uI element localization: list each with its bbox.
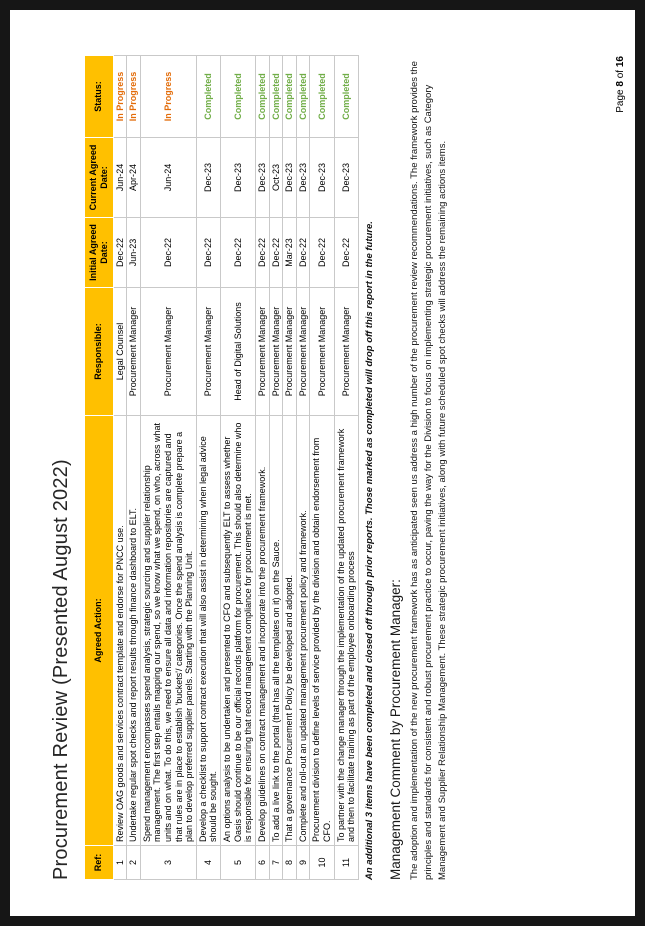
responsible-cell: Procurement Manager bbox=[269, 288, 283, 416]
total-page-number: 16 bbox=[615, 56, 626, 68]
initial-date-cell: Mar-23 bbox=[283, 218, 297, 288]
table-row bbox=[127, 56, 141, 880]
current-date-cell: Apr-24 bbox=[127, 138, 141, 218]
additional-items-note: An additional 3 items have been completed and closed off through prior reports. Those marked as completed will drop off this report in the future. bbox=[363, 221, 375, 880]
table-row bbox=[221, 56, 256, 880]
status-cell: Completed bbox=[310, 56, 334, 138]
action-cell: Undertake regular spot checks and report results through finance dashboard to ELT. bbox=[127, 416, 141, 846]
action-cell: An options analysis to be undertaken and presented to CFO and subsequently ELT to assess whether Oasis should continue to be our official records platform for procurement. This should also determine who is responsible for ensuring that record management compliance for procurement is met. bbox=[221, 416, 256, 846]
status-cell: In Progress bbox=[140, 56, 196, 138]
ref-cell: 4 bbox=[196, 846, 220, 880]
column-header-status: Status: bbox=[85, 56, 114, 138]
action-cell: Procurement division to define levels of service provided by the division and obtain endorsement from CFO. bbox=[310, 416, 334, 846]
current-date-cell: Dec-23 bbox=[334, 138, 358, 218]
status-cell: Completed bbox=[334, 56, 358, 138]
action-cell: Review OAG goods and services contract template and endorse for PNCC use. bbox=[113, 416, 127, 846]
table-row bbox=[196, 56, 220, 880]
ref-cell: 11 bbox=[334, 846, 358, 880]
initial-date-cell: Dec-22 bbox=[140, 218, 196, 288]
initial-date-cell: Dec-22 bbox=[113, 218, 127, 288]
responsible-cell: Procurement Manager bbox=[255, 288, 269, 416]
page-number bbox=[615, 56, 626, 113]
document-page bbox=[10, 10, 635, 916]
responsible-cell: Procurement Manager bbox=[296, 288, 310, 416]
table-row bbox=[113, 56, 127, 880]
current-date-cell: Jun-24 bbox=[113, 138, 127, 218]
status-cell: In Progress bbox=[127, 56, 141, 138]
ref-cell: 2 bbox=[127, 846, 141, 880]
action-cell: Complete and roll-out an updated management procurement policy and framework. bbox=[296, 416, 310, 846]
responsible-cell: Procurement Manager bbox=[196, 288, 220, 416]
current-page-number: 8 bbox=[615, 81, 626, 87]
responsible-cell: Procurement Manager bbox=[127, 288, 141, 416]
table-row bbox=[283, 56, 297, 880]
action-cell: Develop guidelines on contract management and incorporate into the procurement framework. bbox=[255, 416, 269, 846]
action-cell: To add a live link to the portal (that has all the templates on it) on the Sauce. bbox=[269, 416, 283, 846]
action-cell: Spend management encompasses spend analysis, strategic sourcing and supplier relationship management. The first step entails mapping our spend, so we know what we spend, on who, across what units and on what. To do this, we need to ensure all data and information repositories are captured and that rules are in place to establish 'buckets'/ categories. Once the spend analysis is complete prepare a plan to develop preferred supplier panels. Starting with the Planning Unit. bbox=[140, 416, 196, 846]
current-date-cell: Dec-23 bbox=[255, 138, 269, 218]
table-row bbox=[334, 56, 358, 880]
ref-cell: 5 bbox=[221, 846, 256, 880]
initial-date-cell: Dec-22 bbox=[255, 218, 269, 288]
status-cell: Completed bbox=[255, 56, 269, 138]
status-cell: Completed bbox=[283, 56, 297, 138]
procurement-review-table bbox=[84, 55, 359, 880]
responsible-cell: Procurement Manager bbox=[334, 288, 358, 416]
current-date-cell: Dec-23 bbox=[310, 138, 334, 218]
management-comment-body: The adoption and implementation of the new procurement framework has as anticipated seen us address a high number of the procurement review recommendations. The framework provides the principles and standards for consistent and robust procurement practice to occur, paving the way for the Division to focus on implementing strategic procurement initiatives, such as Category Management and Supplier Relationship Management. These strategic procurement initiatives, along with future scheduled spot checks will address the remaining actions items. bbox=[408, 61, 449, 880]
table-row bbox=[140, 56, 196, 880]
initial-date-cell: Dec-22 bbox=[334, 218, 358, 288]
column-header-agreed-action: Agreed Action: bbox=[85, 416, 114, 846]
ref-cell: 6 bbox=[255, 846, 269, 880]
ref-cell: 1 bbox=[113, 846, 127, 880]
status-cell: Completed bbox=[221, 56, 256, 138]
table-row bbox=[296, 56, 310, 880]
page-title: Procurement Review (Presented August 2022) bbox=[50, 459, 72, 880]
initial-date-cell: Dec-22 bbox=[269, 218, 283, 288]
current-date-cell: Dec-23 bbox=[221, 138, 256, 218]
page-label: Page bbox=[615, 86, 626, 113]
status-cell: Completed bbox=[269, 56, 283, 138]
column-header-responsible: Responsible: bbox=[85, 288, 114, 416]
table-header-row bbox=[85, 56, 114, 880]
initial-date-cell: Dec-22 bbox=[196, 218, 220, 288]
current-date-cell: Dec-23 bbox=[196, 138, 220, 218]
current-date-cell: Jun-24 bbox=[140, 138, 196, 218]
responsible-cell: Legal Counsel bbox=[113, 288, 127, 416]
column-header-ref: Ref: bbox=[85, 846, 114, 880]
current-date-cell: Dec-23 bbox=[296, 138, 310, 218]
action-cell: That a governance Procurement Policy be developed and adopted. bbox=[283, 416, 297, 846]
status-cell: Completed bbox=[296, 56, 310, 138]
action-cell: To partner with the change manager through the implementation of the updated procurement framework and then to facilitate training as part of the employee onboarding process bbox=[334, 416, 358, 846]
page-content bbox=[50, 54, 451, 880]
ref-cell: 9 bbox=[296, 846, 310, 880]
initial-date-cell: Dec-22 bbox=[296, 218, 310, 288]
status-cell: In Progress bbox=[113, 56, 127, 138]
responsible-cell: Procurement Manager bbox=[310, 288, 334, 416]
ref-cell: 8 bbox=[283, 846, 297, 880]
initial-date-cell: Dec-22 bbox=[221, 218, 256, 288]
responsible-cell: Procurement Manager bbox=[140, 288, 196, 416]
responsible-cell: Head of Digital Solutions bbox=[221, 288, 256, 416]
table-row bbox=[310, 56, 334, 880]
current-date-cell: Dec-23 bbox=[283, 138, 297, 218]
column-header-current-agreed-date: Current Agreed Date: bbox=[85, 138, 114, 218]
current-date-cell: Oct-23 bbox=[269, 138, 283, 218]
management-comment-heading: Management Comment by Procurement Manager: bbox=[387, 579, 403, 880]
ref-cell: 7 bbox=[269, 846, 283, 880]
status-cell: Completed bbox=[196, 56, 220, 138]
column-header-initial-agreed-date: Initial Agreed Date: bbox=[85, 218, 114, 288]
table-row bbox=[269, 56, 283, 880]
initial-date-cell: Jun-23 bbox=[127, 218, 141, 288]
of-label: of bbox=[615, 67, 626, 82]
ref-cell: 10 bbox=[310, 846, 334, 880]
initial-date-cell: Dec-22 bbox=[310, 218, 334, 288]
responsible-cell: Procurement Manager bbox=[283, 288, 297, 416]
action-cell: Develop a checklist to support contract execution that will also assist in determining when legal advice should be sought. bbox=[196, 416, 220, 846]
ref-cell: 3 bbox=[140, 846, 196, 880]
table-row bbox=[255, 56, 269, 880]
